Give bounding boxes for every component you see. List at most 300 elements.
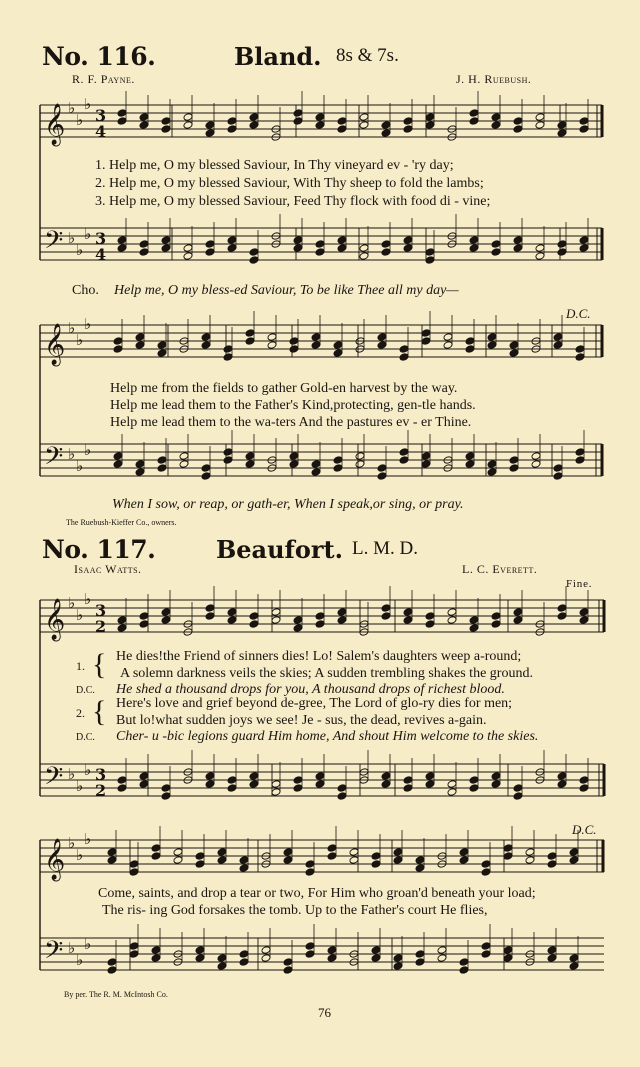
- notehead: [579, 616, 589, 625]
- notehead: [315, 113, 325, 122]
- notehead: [315, 240, 325, 249]
- notehead: [293, 784, 303, 793]
- verse-117-bottom-2: The ris- ing God forsakes the tomb. Up to the Father's court He flies,: [102, 903, 488, 918]
- verse-text: Help me, O my blessed Saviour, In Thy vineyard ev - 'ry day;: [109, 158, 454, 173]
- notehead: [333, 456, 343, 465]
- notehead: [179, 452, 189, 461]
- notehead: [311, 468, 321, 477]
- notehead: [139, 121, 149, 130]
- notehead: [227, 776, 237, 785]
- notehead: [315, 780, 325, 789]
- notehead: [425, 780, 435, 789]
- notehead: [465, 460, 475, 469]
- notehead: [117, 244, 127, 253]
- notehead: [421, 460, 431, 469]
- notehead: [337, 125, 347, 134]
- notehead: [547, 954, 557, 963]
- notehead: [201, 472, 211, 481]
- notehead: [403, 776, 413, 785]
- notehead: [139, 772, 149, 781]
- notehead: [531, 452, 541, 461]
- notehead: [509, 349, 519, 358]
- svg-text:♭: ♭: [84, 95, 92, 113]
- notehead: [305, 868, 315, 877]
- notehead: [117, 776, 127, 785]
- notehead: [377, 341, 387, 350]
- notehead: [579, 236, 589, 245]
- notehead: [293, 117, 303, 126]
- notehead: [469, 236, 479, 245]
- svg-text:2: 2: [95, 617, 107, 636]
- verse-116-line2-3: Help me lead them to the wa-ters And the pastures ev - er Thine.: [110, 415, 472, 430]
- notehead: [579, 117, 589, 126]
- notehead: [139, 780, 149, 789]
- dc-label-2: D.C.: [76, 732, 95, 743]
- notehead: [117, 616, 127, 625]
- notehead: [293, 776, 303, 785]
- notehead: [327, 844, 337, 853]
- notehead: [239, 958, 249, 967]
- notehead: [139, 240, 149, 249]
- notehead: [447, 608, 457, 617]
- dc-line-1: He shed a thousand drops for you, A thousand drops of richest blood.: [116, 682, 505, 697]
- author-116: R. F. Payne.: [72, 72, 135, 86]
- svg-text:𝄢: 𝄢: [44, 936, 64, 971]
- verse-text: Help me, O my blessed Saviour, With Thy sheep to fold the lambs;: [109, 176, 484, 191]
- notehead: [371, 860, 381, 869]
- notehead: [261, 946, 271, 955]
- permission-note: By per. The R. M. McIntosh Co.: [64, 990, 168, 999]
- notehead: [469, 616, 479, 625]
- notehead: [161, 125, 171, 134]
- notehead: [315, 772, 325, 781]
- svg-text:2: 2: [95, 781, 107, 800]
- notehead: [227, 784, 237, 793]
- verse-117-bottom-1: Come, saints, and drop a tear or two, For Him who groan'd beneath your load;: [98, 886, 536, 901]
- svg-text:♭: ♭: [84, 315, 92, 333]
- notehead: [547, 852, 557, 861]
- notehead: [557, 612, 567, 621]
- notehead: [575, 353, 585, 362]
- notehead: [327, 954, 337, 963]
- svg-text:♭: ♭: [76, 951, 84, 969]
- notehead: [337, 792, 347, 801]
- svg-text:3: 3: [95, 765, 107, 784]
- notehead: [315, 612, 325, 621]
- notehead: [151, 852, 161, 861]
- notehead: [425, 256, 435, 265]
- svg-text:♭: ♭: [68, 939, 76, 957]
- notehead: [513, 616, 523, 625]
- notehead: [305, 950, 315, 959]
- notehead: [575, 448, 585, 457]
- svg-text:𝄢: 𝄢: [44, 442, 64, 477]
- notehead: [381, 612, 391, 621]
- notehead: [129, 860, 139, 869]
- notehead: [223, 353, 233, 362]
- author-117: Isaac Watts.: [74, 562, 142, 576]
- notehead: [459, 856, 469, 865]
- notehead: [513, 792, 523, 801]
- notehead: [425, 113, 435, 122]
- composer-116: J. H. Ruebush.: [456, 72, 532, 86]
- notehead: [557, 780, 567, 789]
- hymn-number-116: No. 116.: [42, 42, 156, 71]
- notehead: [399, 456, 409, 465]
- notehead: [469, 784, 479, 793]
- notehead: [491, 113, 501, 122]
- notehead: [557, 248, 567, 257]
- notehead: [443, 341, 453, 350]
- notehead: [381, 248, 391, 257]
- notehead: [465, 337, 475, 346]
- notehead: [459, 848, 469, 857]
- notehead: [249, 620, 259, 629]
- svg-text:♭: ♭: [84, 441, 92, 459]
- notehead: [293, 109, 303, 118]
- notehead: [403, 616, 413, 625]
- notehead: [399, 448, 409, 457]
- svg-text:𝄞: 𝄞: [44, 599, 66, 640]
- notehead: [227, 616, 237, 625]
- chorus-line-1: Help me, O my bless-ed Saviour, To be like Thee all my day—: [114, 283, 459, 298]
- dc-label-1: D.C.: [76, 685, 95, 696]
- notehead: [513, 608, 523, 617]
- notehead: [289, 345, 299, 354]
- notehead: [205, 780, 215, 789]
- notehead: [469, 244, 479, 253]
- notehead: [359, 121, 369, 130]
- notehead: [227, 236, 237, 245]
- notehead: [381, 129, 391, 138]
- notehead: [223, 456, 233, 465]
- dc-line-2: Cher- u -bic legions guard Him home, And shout Him welcome to the skies.: [116, 729, 539, 744]
- notehead: [403, 244, 413, 253]
- notehead: [205, 240, 215, 249]
- notehead: [333, 464, 343, 473]
- notehead: [135, 460, 145, 469]
- notehead: [337, 244, 347, 253]
- svg-text:♭: ♭: [68, 765, 76, 783]
- notehead: [311, 333, 321, 342]
- svg-text:4: 4: [95, 122, 107, 141]
- notehead: [575, 456, 585, 465]
- notehead: [183, 252, 193, 261]
- verse-116-line2-2: Help me lead them to the Father's Kind,protecting, gen-tle hands.: [110, 398, 476, 413]
- notehead: [161, 784, 171, 793]
- notehead: [113, 452, 123, 461]
- notehead: [249, 121, 259, 130]
- notehead: [151, 954, 161, 963]
- notehead: [183, 121, 193, 130]
- notehead: [513, 784, 523, 793]
- notehead: [239, 950, 249, 959]
- notehead: [443, 333, 453, 342]
- notehead: [173, 848, 183, 857]
- notehead: [421, 329, 431, 338]
- notehead: [249, 248, 259, 257]
- notehead: [487, 333, 497, 342]
- notehead: [113, 345, 123, 354]
- notehead: [371, 946, 381, 955]
- notehead: [403, 236, 413, 245]
- notehead: [201, 341, 211, 350]
- notehead: [569, 954, 579, 963]
- notehead: [267, 333, 277, 342]
- notehead: [333, 349, 343, 358]
- notehead: [359, 252, 369, 261]
- notehead: [371, 852, 381, 861]
- verse-number-117-1: 1.: [76, 659, 85, 673]
- svg-text:𝄞: 𝄞: [44, 324, 66, 365]
- notehead: [579, 776, 589, 785]
- notehead: [201, 464, 211, 473]
- svg-text:3: 3: [95, 106, 107, 125]
- notehead: [289, 452, 299, 461]
- notehead: [333, 341, 343, 350]
- notehead: [249, 256, 259, 265]
- notehead: [415, 950, 425, 959]
- notehead: [205, 248, 215, 257]
- notehead: [195, 946, 205, 955]
- notehead: [173, 856, 183, 865]
- notehead: [161, 244, 171, 253]
- notehead: [139, 113, 149, 122]
- hymn-meter-116: 8s & 7s.: [336, 45, 399, 66]
- notehead: [425, 612, 435, 621]
- notehead: [217, 954, 227, 963]
- notehead: [113, 337, 123, 346]
- notehead: [459, 958, 469, 967]
- notehead: [249, 772, 259, 781]
- notehead: [271, 788, 281, 797]
- notehead: [245, 337, 255, 346]
- svg-text:♭: ♭: [76, 777, 84, 795]
- notehead: [447, 616, 457, 625]
- notehead: [535, 113, 545, 122]
- verse-number: 1.: [95, 158, 106, 173]
- verse-116-2: [95, 176, 484, 192]
- notehead: [223, 345, 233, 354]
- verse-117-2-line-2: But lo!what sudden joys we see! Je - sus, the dead, revives a-gain.: [116, 713, 487, 728]
- notehead: [179, 460, 189, 469]
- dc-marker-116: D.C.: [566, 306, 591, 321]
- notehead: [271, 608, 281, 617]
- svg-text:♭: ♭: [68, 99, 76, 117]
- svg-text:♭: ♭: [84, 761, 92, 779]
- notehead: [393, 848, 403, 857]
- notehead: [459, 966, 469, 975]
- notehead: [245, 329, 255, 338]
- notehead: [381, 604, 391, 613]
- notehead: [239, 856, 249, 865]
- notehead: [425, 121, 435, 130]
- notehead: [157, 456, 167, 465]
- chorus-label: Cho.: [72, 283, 99, 298]
- notehead: [293, 236, 303, 245]
- notehead: [535, 244, 545, 253]
- svg-text:𝄢: 𝄢: [44, 762, 64, 797]
- notehead: [547, 860, 557, 869]
- notehead: [399, 345, 409, 354]
- notehead: [509, 464, 519, 473]
- notehead: [393, 954, 403, 963]
- svg-text:♭: ♭: [84, 225, 92, 243]
- notehead: [469, 109, 479, 118]
- notehead: [117, 236, 127, 245]
- notehead: [525, 848, 535, 857]
- notehead: [245, 460, 255, 469]
- notehead: [205, 612, 215, 621]
- notehead: [289, 337, 299, 346]
- notehead: [315, 121, 325, 130]
- notehead: [377, 464, 387, 473]
- notehead: [403, 125, 413, 134]
- notehead: [205, 129, 215, 138]
- notehead: [217, 856, 227, 865]
- notehead: [337, 616, 347, 625]
- verse-116-1: [95, 158, 454, 174]
- notehead: [579, 244, 589, 253]
- notehead: [283, 848, 293, 857]
- notehead: [217, 848, 227, 857]
- notehead: [349, 848, 359, 857]
- notehead: [535, 121, 545, 130]
- notehead: [421, 337, 431, 346]
- notehead: [469, 117, 479, 126]
- notehead: [381, 240, 391, 249]
- notehead: [161, 117, 171, 126]
- notehead: [117, 624, 127, 633]
- notehead: [261, 954, 271, 963]
- notehead: [293, 616, 303, 625]
- notehead: [513, 244, 523, 253]
- verse-117-1-line-1: He dies!the Friend of sinners dies! Lo! Salem's daughters weep a-round;: [116, 649, 522, 664]
- notehead: [227, 608, 237, 617]
- svg-text:♭: ♭: [68, 834, 76, 852]
- notehead: [327, 946, 337, 955]
- notehead: [195, 954, 205, 963]
- notehead: [491, 121, 501, 130]
- notehead: [491, 240, 501, 249]
- notehead: [513, 125, 523, 134]
- notehead: [535, 252, 545, 261]
- notehead: [245, 452, 255, 461]
- notehead: [425, 248, 435, 257]
- notehead: [579, 608, 589, 617]
- verse-number: 3.: [95, 194, 106, 209]
- notehead: [371, 954, 381, 963]
- notehead: [305, 942, 315, 951]
- notehead: [139, 248, 149, 257]
- notehead: [393, 856, 403, 865]
- notehead: [425, 772, 435, 781]
- notehead: [195, 852, 205, 861]
- notehead: [481, 950, 491, 959]
- notehead: [509, 341, 519, 350]
- notehead: [415, 856, 425, 865]
- notehead: [311, 460, 321, 469]
- notehead: [447, 788, 457, 797]
- notehead: [205, 604, 215, 613]
- notehead: [267, 341, 277, 350]
- notehead: [107, 848, 117, 857]
- notehead: [135, 468, 145, 477]
- svg-text:♭: ♭: [84, 935, 92, 953]
- notehead: [117, 109, 127, 118]
- notehead: [161, 236, 171, 245]
- verse-116-line2-1: Help me from the fields to gather Gold-en harvest by the way.: [110, 381, 458, 396]
- svg-text:3: 3: [95, 229, 107, 248]
- fine-marker: Fine.: [566, 578, 593, 590]
- svg-text:♭: ♭: [76, 111, 84, 129]
- notehead: [425, 620, 435, 629]
- hymn-number-117: No. 117.: [42, 535, 156, 564]
- notehead: [337, 784, 347, 793]
- notehead: [557, 772, 567, 781]
- notehead: [217, 962, 227, 971]
- notehead: [359, 244, 369, 253]
- notehead: [157, 349, 167, 358]
- notehead: [579, 125, 589, 134]
- svg-text:♭: ♭: [68, 594, 76, 612]
- notehead: [381, 772, 391, 781]
- notehead: [227, 244, 237, 253]
- notehead: [223, 448, 233, 457]
- svg-text:𝄞: 𝄞: [44, 839, 66, 880]
- verse-116-3: [95, 194, 490, 210]
- notehead: [205, 121, 215, 130]
- notehead: [161, 792, 171, 801]
- notehead: [421, 452, 431, 461]
- notehead: [107, 856, 117, 865]
- verse-text: Help me, O my blessed Saviour, Feed Thy flock with food di - vine;: [109, 194, 491, 209]
- notehead: [557, 604, 567, 613]
- notehead: [381, 780, 391, 789]
- hymn-meter-117: L. M. D.: [352, 538, 418, 559]
- notehead: [305, 860, 315, 869]
- notehead: [205, 772, 215, 781]
- notehead: [271, 780, 281, 789]
- notehead: [399, 353, 409, 362]
- notehead: [183, 113, 193, 122]
- notehead: [503, 954, 513, 963]
- svg-text:♭: ♭: [68, 319, 76, 337]
- notehead: [283, 958, 293, 967]
- notehead: [195, 860, 205, 869]
- verse-brace-2: {: [92, 695, 107, 728]
- verse-117-1-line-2: A solemn darkness veils the skies; A sudden trembling shakes the ground.: [120, 666, 533, 681]
- notehead: [547, 946, 557, 955]
- svg-text:♭: ♭: [76, 457, 84, 475]
- notehead: [355, 452, 365, 461]
- svg-text:𝄞: 𝄞: [44, 104, 66, 145]
- notehead: [557, 121, 567, 130]
- notehead: [557, 129, 567, 138]
- notehead: [487, 468, 497, 477]
- svg-text:♭: ♭: [76, 241, 84, 259]
- notehead: [465, 345, 475, 354]
- notehead: [201, 333, 211, 342]
- verse-117-2-line-1: Here's love and grief beyond de-gree, The Lord of glo-ry dies for men;: [116, 696, 513, 711]
- svg-text:♭: ♭: [76, 331, 84, 349]
- notehead: [503, 946, 513, 955]
- notehead: [491, 248, 501, 257]
- notehead: [161, 616, 171, 625]
- notehead: [377, 333, 387, 342]
- notehead: [557, 240, 567, 249]
- notehead: [403, 608, 413, 617]
